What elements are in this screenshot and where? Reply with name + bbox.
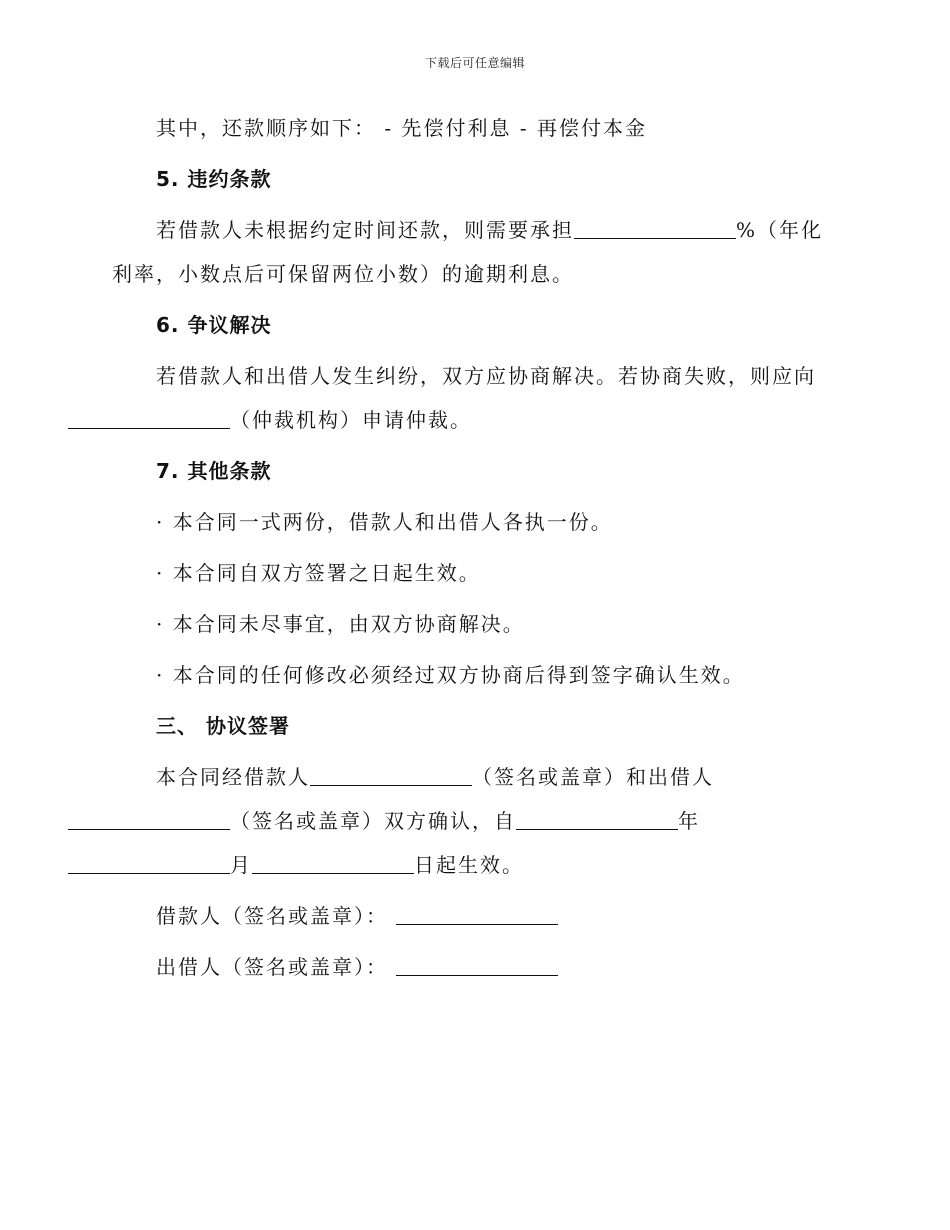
overdue-rate-blank[interactable] bbox=[574, 218, 736, 239]
section-6-title: 6. 争议解决 bbox=[156, 313, 272, 337]
signing-paragraph bbox=[112, 755, 838, 887]
document-body bbox=[112, 106, 838, 996]
repayment-order-text: 其中，还款顺序如下： - 先偿付利息 - 再偿付本金 bbox=[156, 116, 647, 140]
section-7-title: 7. 其他条款 bbox=[156, 459, 272, 483]
borrower-signature-label: 借款人（签名或盖章）： bbox=[156, 904, 388, 928]
lender-signature-label: 出借人（签名或盖章）： bbox=[156, 955, 388, 979]
section-5-text-before: 若借款人未根据约定时间还款，则需要承担 bbox=[156, 218, 574, 242]
list-item: · 本合同自双方签署之日起生效。 bbox=[156, 561, 481, 585]
signing-text-year: 年 bbox=[678, 809, 700, 833]
signing-text-b: （签名或盖章）和出借人 bbox=[472, 765, 714, 789]
arbitration-institution-blank[interactable] bbox=[68, 408, 230, 429]
section-signing-title: 三、 协议签署 bbox=[156, 714, 290, 738]
list-item: · 本合同一式两份，借款人和出借人各执一份。 bbox=[156, 510, 613, 534]
page-header: 下载后可任意编辑 bbox=[424, 56, 525, 70]
lender-signature-line bbox=[156, 945, 838, 989]
section-5-title: 5. 违约条款 bbox=[156, 167, 272, 191]
section-5-text-after: %（年化利率，小数点后可保留两位小数）的逾期利息。 bbox=[112, 218, 824, 286]
borrower-signature-blank[interactable] bbox=[396, 904, 558, 925]
section-6-text-line1: 若借款人和出借人发生纠纷，双方应协商解决。若协商失败，则应向 bbox=[156, 364, 816, 388]
borrower-signature-line bbox=[156, 894, 838, 938]
signing-text-day: 日起生效。 bbox=[414, 853, 524, 877]
section-5-paragraph bbox=[112, 208, 838, 296]
section-6-text-after: （仲裁机构）申请仲裁。 bbox=[230, 408, 472, 432]
day-blank[interactable] bbox=[252, 853, 414, 874]
lender-signature-blank[interactable] bbox=[396, 955, 558, 976]
signing-text-month: 月 bbox=[230, 853, 252, 877]
borrower-name-blank[interactable] bbox=[310, 765, 472, 786]
signing-text-c: （签名或盖章）双方确认，自 bbox=[230, 809, 516, 833]
signing-text-a: 本合同经借款人 bbox=[156, 765, 310, 789]
lender-name-blank[interactable] bbox=[68, 809, 230, 830]
list-item: · 本合同未尽事宜，由双方协商解决。 bbox=[156, 612, 525, 636]
year-blank[interactable] bbox=[516, 809, 678, 830]
section-6-paragraph bbox=[112, 354, 838, 442]
list-item: · 本合同的任何修改必须经过双方协商后得到签字确认生效。 bbox=[156, 663, 745, 687]
month-blank[interactable] bbox=[68, 853, 230, 874]
